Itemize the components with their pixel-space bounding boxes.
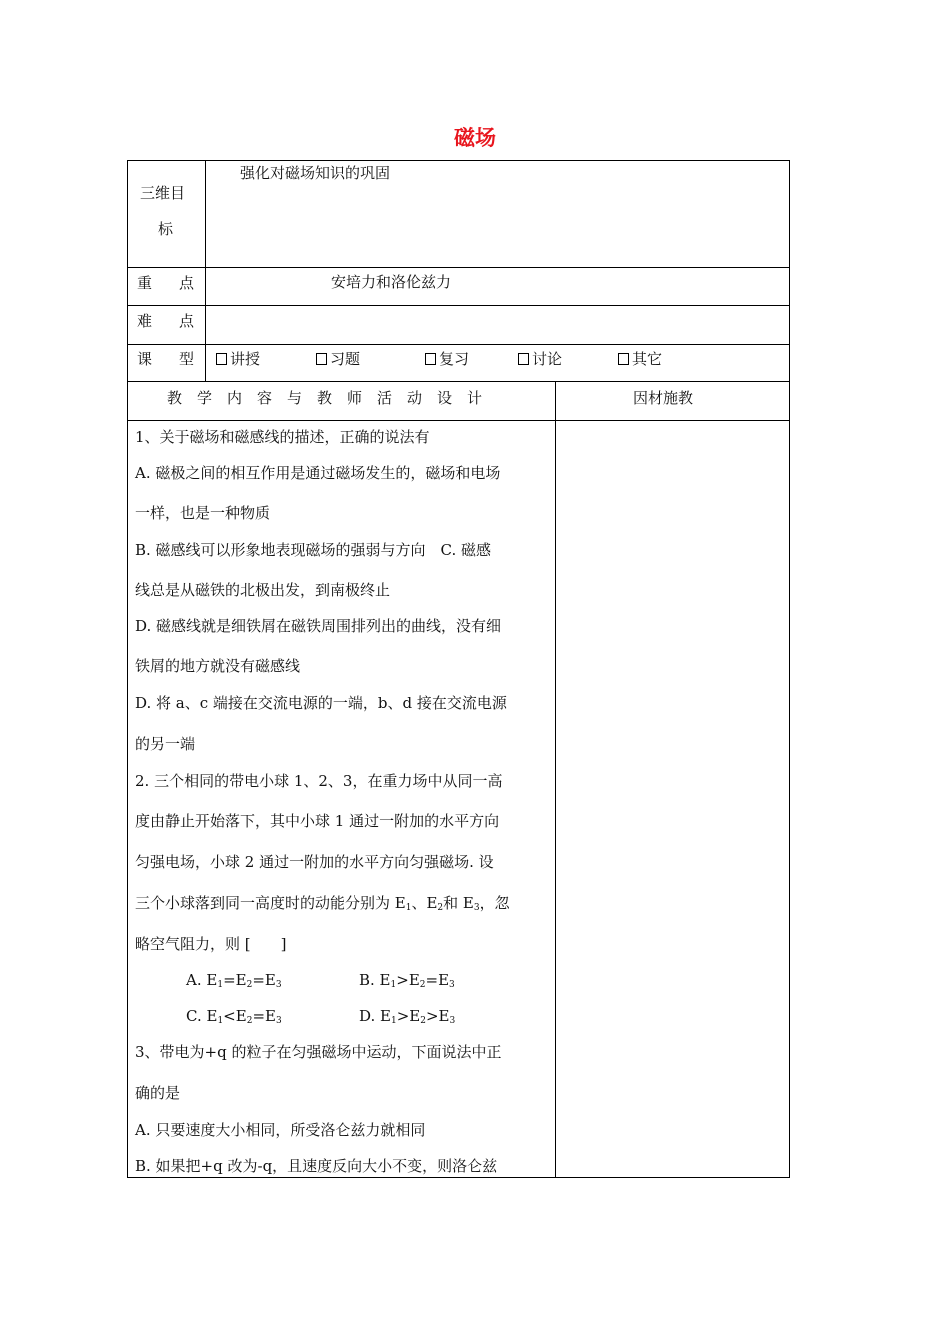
lesson-type-label: 课 <box>137 350 153 368</box>
question-3-line: A. 只要速度大小相同，所受洛仑兹力就相同 <box>135 1121 426 1139</box>
row-divider <box>127 344 790 345</box>
lesson-type-discussion-checkbox[interactable]: 讨论 <box>518 349 562 369</box>
lesson-type-lecture-checkbox[interactable]: 讲授 <box>216 349 260 369</box>
question-2-option-c: C. $E_1<E_2=E_3$ <box>186 1007 282 1026</box>
question-1-line: 铁屑的地方就没有磁感线 <box>135 657 301 675</box>
checkbox-icon <box>518 353 529 365</box>
lesson-type-exercise-checkbox[interactable]: 习题 <box>316 349 360 369</box>
question-1-line: 1、关于磁场和磁感线的描述，正确的说法有 <box>135 428 430 446</box>
question-1-line: B. 磁感线可以形象地表现磁场的强弱与方向 C. 磁感 <box>135 541 492 559</box>
question-1-line: 的另一端 <box>135 735 196 753</box>
label-column-divider <box>205 160 206 381</box>
content-column-divider <box>555 381 556 1178</box>
question-3-line: 确的是 <box>135 1084 181 1102</box>
difficulties-label: 难 <box>137 312 153 330</box>
lesson-type-other-checkbox[interactable]: 其它 <box>618 349 662 369</box>
question-2-line: 度由静止开始落下，其中小球 1 通过一附加的水平方向 <box>135 812 500 830</box>
question-1-line: 一样，也是一种物质 <box>135 504 271 522</box>
row-divider <box>127 381 790 382</box>
lesson-type-review-checkbox[interactable]: 复习 <box>425 349 469 369</box>
question-2-option-a: A. $E_1=E_2=E_3$ <box>186 971 282 990</box>
question-2-line: 三个小球落到同一高度时的动能分别为 $E_1$、$E_2$和 $E_3$，忽 <box>135 894 510 913</box>
table-border-right <box>789 160 790 1178</box>
question-2-option-d: D. $E_1>E_2>E_3$ <box>359 1007 456 1026</box>
objectives-text: 强化对磁场知识的巩固 <box>240 164 391 182</box>
difficulties-label-2: 点 <box>179 312 195 330</box>
key-points-label-2: 点 <box>179 274 195 292</box>
question-1-line: D. 磁感线就是细铁屑在磁铁周围排列出的曲线，没有细 <box>135 617 502 635</box>
table-border-left <box>127 160 128 1178</box>
objectives-label: 三维目 <box>140 184 186 202</box>
table-border-top <box>127 160 790 161</box>
key-points-text: 安培力和洛伦兹力 <box>331 273 452 291</box>
checkbox-icon <box>618 353 629 365</box>
teaching-header: 因材施教 <box>633 389 694 407</box>
question-2-line: 略空气阻力，则 [ ] <box>135 935 287 953</box>
objectives-label-cont: 标 <box>158 220 174 238</box>
question-1-line: 线总是从磁铁的北极出发，到南极终止 <box>135 581 391 599</box>
question-3-line: B. 如果把+q 改为-q，且速度反向大小不变，则洛仑兹 <box>135 1157 498 1175</box>
row-divider <box>127 420 790 421</box>
question-2-line: 2. 三个相同的带电小球 1、2、3，在重力场中从同一高 <box>135 772 503 790</box>
question-1-line: A. 磁极之间的相互作用是通过磁场发生的，磁场和电场 <box>135 464 501 482</box>
key-points-label: 重 <box>137 274 153 292</box>
checkbox-icon <box>316 353 327 365</box>
question-2-option-b: B. $E_1>E_2=E_3$ <box>359 971 455 990</box>
lesson-type-label-2: 型 <box>179 350 195 368</box>
question-2-line: 匀强电场，小球 2 通过一附加的水平方向匀强磁场. 设 <box>135 853 494 871</box>
content-header: 教学内容与教师活动设计 <box>167 389 498 407</box>
checkbox-icon <box>425 353 436 365</box>
question-1-line: D. 将 a、c 端接在交流电源的一端，b、d 接在交流电源 <box>135 694 507 712</box>
row-divider <box>127 267 790 268</box>
checkbox-icon <box>216 353 227 365</box>
question-3-line: 3、带电为+q 的粒子在匀强磁场中运动，下面说法中正 <box>135 1043 502 1061</box>
page-title: 磁场 <box>454 126 496 150</box>
row-divider <box>127 305 790 306</box>
table-border-bottom <box>127 1177 790 1178</box>
